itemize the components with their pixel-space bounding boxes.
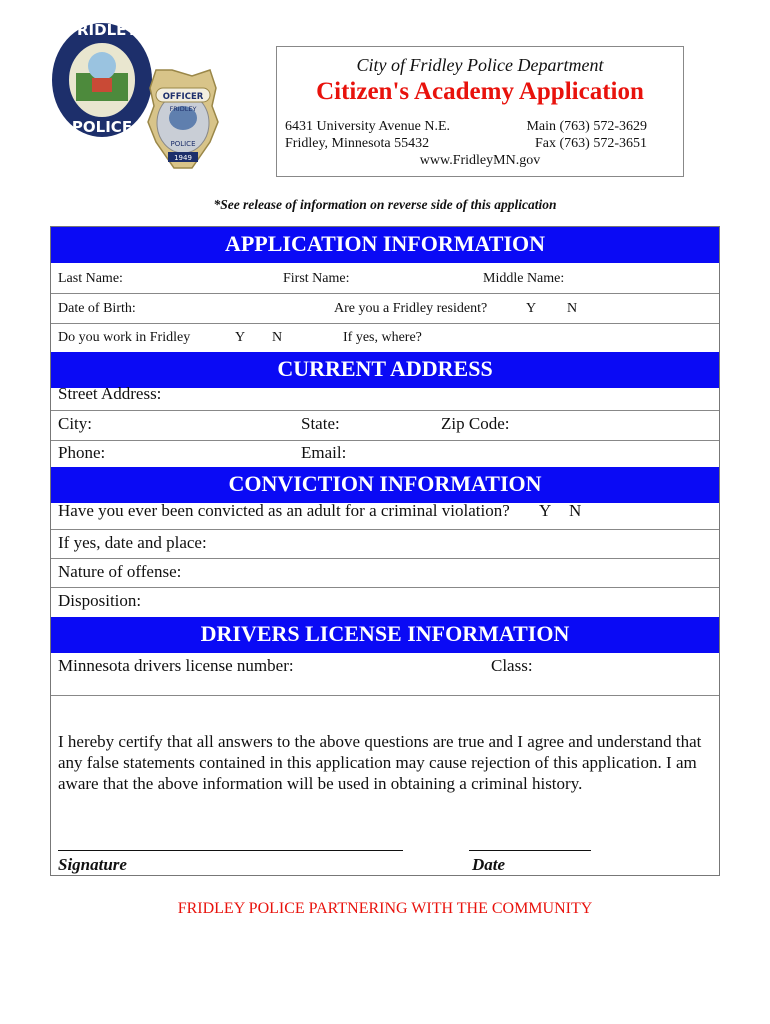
work-question: Do you work in Fridley [58, 330, 191, 345]
website: www.FridleyMN.gov [419, 153, 541, 168]
footer-slogan: FRIDLEY POLICE PARTNERING WITH THE COMMUNITY [177, 900, 593, 917]
certification-text: I hereby certify that all answers to the above questions are true and I agree and understand that any false statements contained in this application may cause rejection of this application. I am aware that the above information will be used in obtaining a criminal history. [58, 732, 702, 793]
phone-email-row[interactable] [51, 441, 719, 468]
disposition-label: Disposition: [58, 591, 142, 610]
police-logos [52, 18, 222, 188]
disposition-row[interactable] [51, 588, 719, 617]
conviction-question-row[interactable] [51, 500, 719, 530]
city-label: City: [58, 414, 93, 433]
email-label: Email: [301, 443, 347, 462]
work-yes-option[interactable]: Y [235, 330, 246, 345]
dob-label: Date of Birth: [58, 301, 136, 316]
zip-label: Zip Code: [441, 414, 510, 433]
street-row[interactable] [51, 381, 719, 411]
badge-top-text: OFFICER [162, 92, 204, 102]
last-name-label: Last Name: [58, 271, 123, 286]
city-row[interactable] [51, 411, 719, 441]
address-line-1: 6431 University Avenue N.E. [285, 119, 450, 134]
work-where-label: If yes, where? [343, 330, 422, 345]
main-phone: Main (763) 572-3629 [526, 119, 647, 134]
resident-question: Are you a Fridley resident? [334, 301, 488, 316]
patch-bottom-text: POLICE [71, 118, 133, 136]
street-label: Street Address: [58, 384, 162, 403]
header-box [276, 46, 684, 177]
name-row[interactable] [51, 264, 719, 294]
license-number-label: Minnesota drivers license number: [58, 656, 294, 675]
patch-top-text: FRIDLEY [66, 21, 138, 39]
application-form [50, 226, 720, 876]
signature-line[interactable] [58, 850, 403, 851]
nature-label: Nature of offense: [58, 562, 182, 581]
section-heading-address: CURRENT ADDRESS [51, 352, 719, 388]
dob-row[interactable] [51, 294, 719, 324]
nature-row[interactable] [51, 559, 719, 588]
section-heading-application: APPLICATION INFORMATION [51, 227, 719, 263]
badge-bottom-text: POLICE [170, 140, 196, 148]
date-place-label: If yes, date and place: [58, 533, 207, 552]
form-title: Citizen's Academy Application [316, 78, 644, 105]
middle-name-label: Middle Name: [483, 271, 565, 286]
address-line-2: Fridley, Minnesota 55432 [285, 136, 430, 151]
department-name: City of Fridley Police Department [356, 55, 604, 75]
date-line[interactable] [469, 850, 591, 851]
state-label: State: [301, 414, 340, 433]
conviction-no-option[interactable]: N [569, 501, 582, 520]
license-class-label: Class: [491, 656, 533, 675]
date-label: Date [472, 855, 506, 874]
officer-badge-logo [148, 70, 218, 168]
resident-no-option[interactable]: N [567, 301, 578, 316]
section-heading-conviction: CONVICTION INFORMATION [51, 467, 719, 503]
resident-yes-option[interactable]: Y [526, 301, 537, 316]
badge-year-text: 1949 [174, 154, 192, 162]
fax-phone: Fax (763) 572-3651 [535, 136, 647, 151]
work-row[interactable] [51, 324, 719, 352]
first-name-label: First Name: [283, 271, 350, 286]
fridley-police-patch-logo [52, 21, 152, 137]
date-place-row[interactable] [51, 530, 719, 559]
work-no-option[interactable]: N [272, 330, 283, 345]
phone-label: Phone: [58, 443, 106, 462]
badge-middle-text: FRIDLEY [169, 105, 197, 113]
signature-label: Signature [58, 855, 127, 874]
release-note: *See release of information on reverse side of this application [213, 197, 557, 212]
license-row[interactable] [51, 654, 719, 696]
section-heading-license: DRIVERS LICENSE INFORMATION [51, 617, 719, 653]
conviction-yes-option[interactable]: Y [539, 501, 552, 520]
conviction-question: Have you ever been convicted as an adult for a criminal violation? [58, 501, 510, 520]
